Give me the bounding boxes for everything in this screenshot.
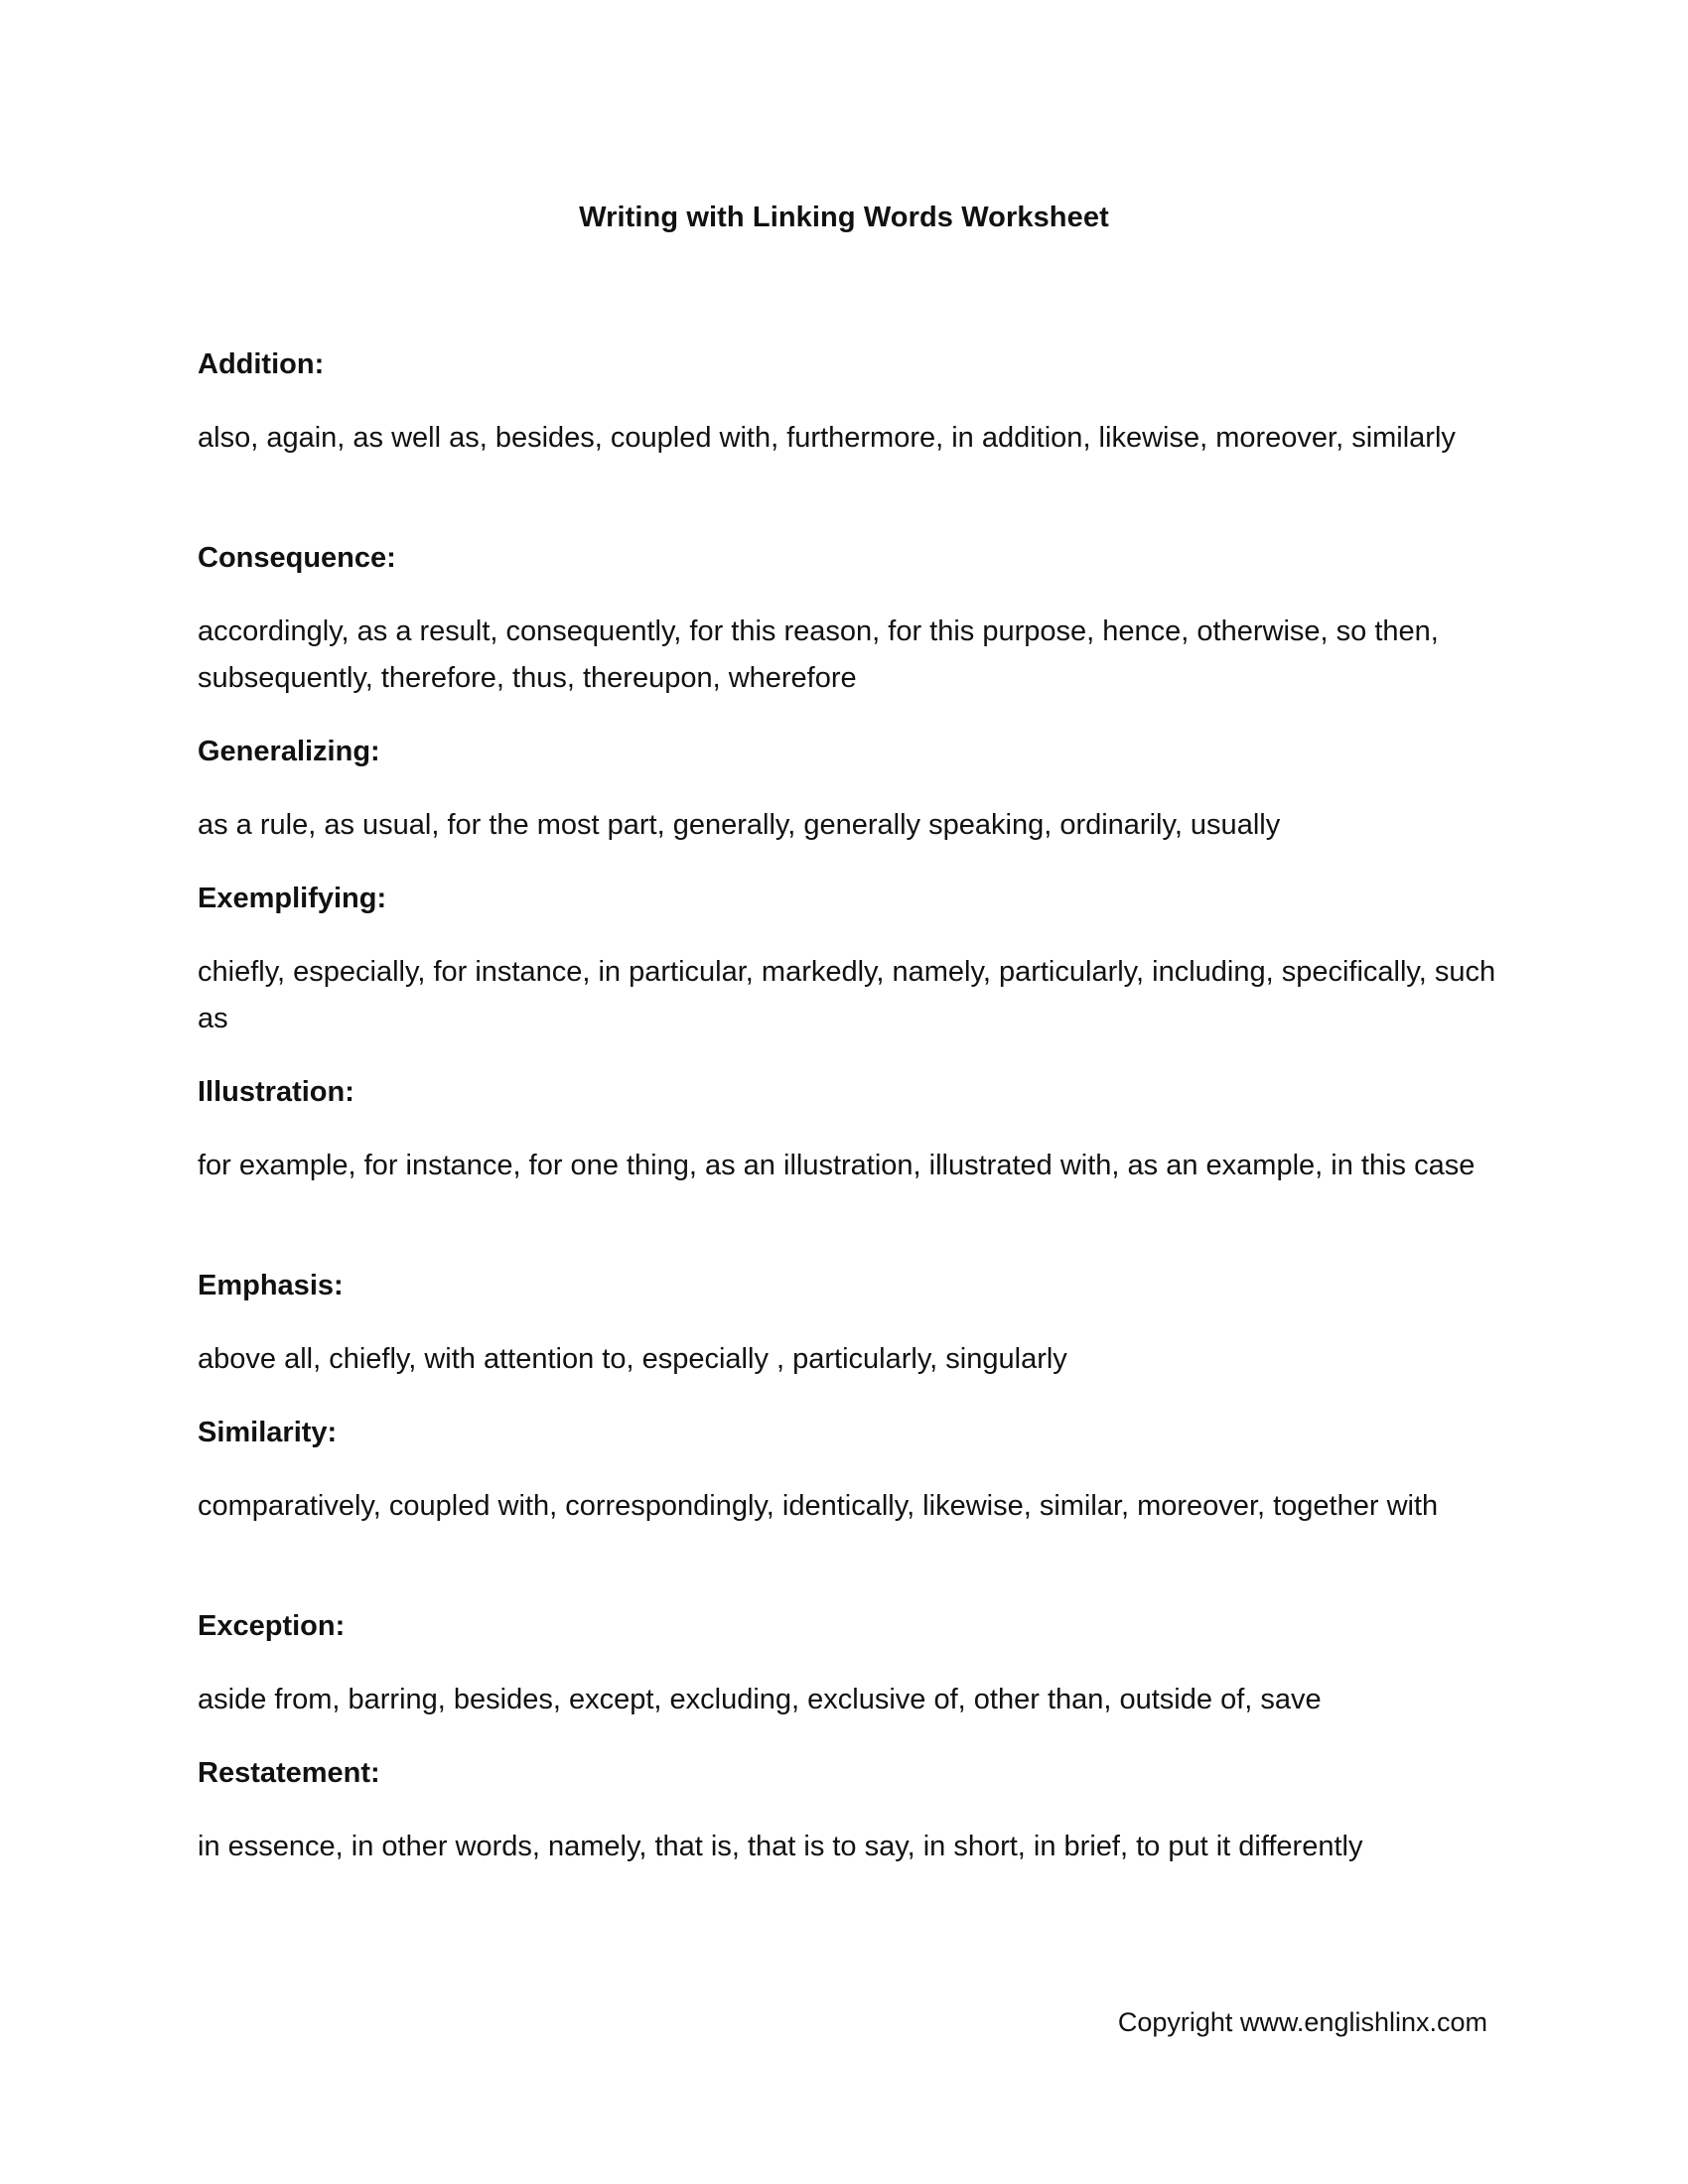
- section-words-generalizing: as a rule, as usual, for the most part, generally, generally speaking, ordinarily, usually: [198, 809, 1281, 841]
- copyright-footer: Copyright www.englishlinx.com: [1117, 2007, 1487, 2037]
- section-words-emphasis: above all, chiefly, with attention to, especially , particularly, singularly: [198, 1343, 1067, 1375]
- section-heading-generalizing: Generalizing:: [198, 736, 380, 767]
- section-words-exemplifying: chiefly, especially, for instance, in particular, markedly, namely, particularly, including, specifically, such as: [198, 956, 1496, 1034]
- section-heading-restatement: Restatement:: [198, 1757, 380, 1789]
- section-heading-illustration: Illustration:: [198, 1076, 354, 1108]
- section-heading-similarity: Similarity:: [198, 1417, 338, 1448]
- section-heading-consequence: Consequence:: [198, 542, 396, 574]
- section-words-addition: also, again, as well as, besides, coupled with, furthermore, in addition, likewise, moreover, similarly: [198, 422, 1456, 454]
- section-words-exception: aside from, barring, besides, except, excluding, exclusive of, other than, outside of, save: [198, 1684, 1322, 1715]
- section-heading-exception: Exception:: [198, 1610, 346, 1642]
- section-words-similarity: comparatively, coupled with, correspondingly, identically, likewise, similar, moreover, together with: [198, 1490, 1439, 1522]
- section-heading-addition: Addition:: [198, 348, 325, 380]
- section-heading-emphasis: Emphasis:: [198, 1270, 344, 1301]
- page-title: Writing with Linking Words Worksheet: [579, 202, 1109, 233]
- section-words-consequence: accordingly, as a result, consequently, for this reason, for this purpose, hence, otherwise, so then, subsequently, therefore, thus, thereupon, wherefore: [198, 615, 1439, 694]
- section-words-illustration: for example, for instance, for one thing, as an illustration, illustrated with, as an example, in this case: [198, 1150, 1476, 1181]
- section-heading-exemplifying: Exemplifying:: [198, 883, 387, 914]
- section-words-restatement: in essence, in other words, namely, that is, that is to say, in short, in brief, to put it differently: [198, 1831, 1363, 1862]
